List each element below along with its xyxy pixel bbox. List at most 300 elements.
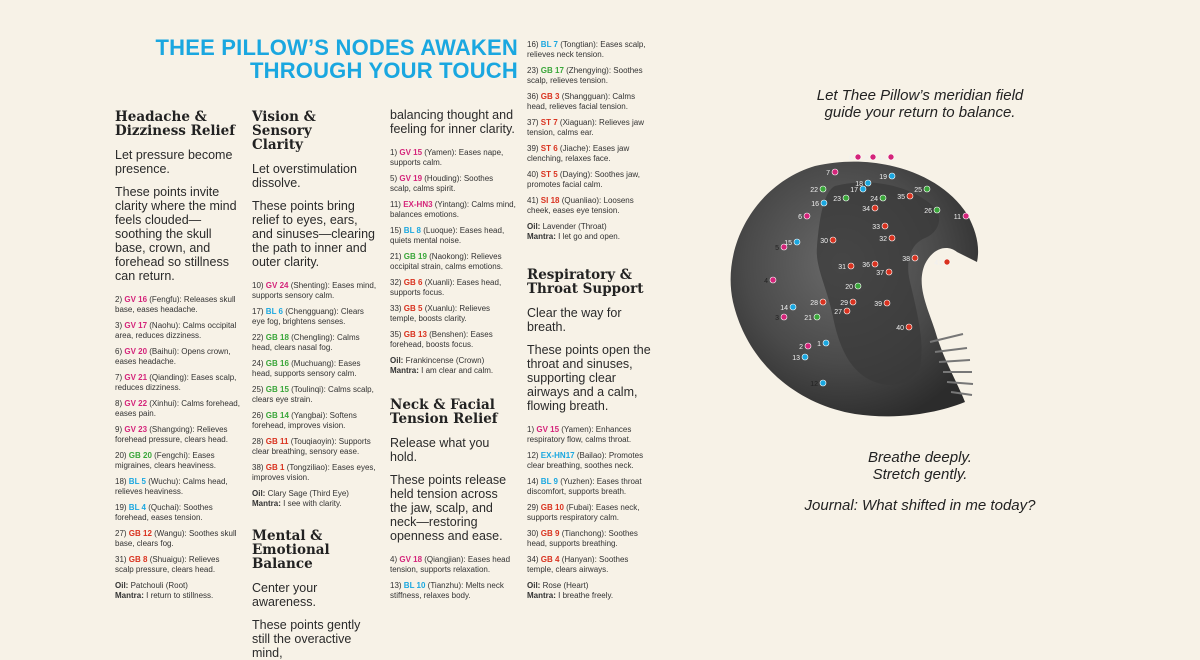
mantra-line <box>527 232 655 242</box>
point-number: 20) <box>115 451 129 460</box>
point-number: 30) <box>527 529 541 538</box>
point-code: GB 9 <box>540 529 560 538</box>
point-description: (Baihui): Opens crown, eases headache. <box>115 347 231 366</box>
point-list <box>527 40 655 216</box>
acupoint-marker <box>870 154 876 160</box>
point-code: GB 16 <box>265 359 289 368</box>
point-number: 16) <box>527 40 541 49</box>
point-code: GB 17 <box>540 66 564 75</box>
point-item <box>527 92 655 112</box>
acupoint-label: 29 <box>840 300 848 307</box>
point-item <box>390 252 516 272</box>
point-number: 2) <box>115 295 125 304</box>
acupoint-marker <box>865 180 871 186</box>
oil-line <box>527 222 655 232</box>
acupoint-label: 2 <box>799 344 803 351</box>
section-heading <box>115 110 240 138</box>
point-code: EX-HN3 <box>403 200 433 209</box>
point-number: 29) <box>527 503 541 512</box>
acupoint-label: 22 <box>810 187 818 194</box>
point-code: GB 6 <box>403 278 423 287</box>
journal-prompt: Journal: What shifted in me today? <box>804 497 1036 514</box>
heading-line: Mental & <box>252 528 323 544</box>
mantra-label: Mantra: <box>527 232 556 241</box>
point-code: ST 5 <box>540 170 558 179</box>
point-item <box>115 295 240 315</box>
point-number: 36) <box>527 92 541 101</box>
heading-line: Neck & Facial <box>390 397 495 413</box>
acupoint-label: 28 <box>810 300 818 307</box>
point-number: 3) <box>115 321 125 330</box>
point-code: BL 6 <box>265 307 283 316</box>
point-code: GB 19 <box>403 252 427 261</box>
acupoint-marker <box>888 154 894 160</box>
point-list <box>115 295 240 575</box>
acupoint-label: 19 <box>879 174 887 181</box>
point-item <box>527 144 655 164</box>
point-code: BL 9 <box>540 477 558 486</box>
acupoint-marker <box>872 261 878 267</box>
point-number: 25) <box>252 385 266 394</box>
point-code: GV 22 <box>124 399 148 408</box>
point-number: 4) <box>390 555 400 564</box>
point-description: (Zhengying): Soothes scalp, relieves tension. <box>527 66 643 85</box>
acupoint-marker <box>804 213 810 219</box>
oil-line <box>390 356 516 366</box>
point-description: (Houding): Soothes scalp, calms spirit. <box>390 174 494 193</box>
acupoint-label: 27 <box>834 309 842 316</box>
point-list <box>390 148 516 350</box>
acupoint-label: 1 <box>817 341 821 348</box>
acupoint-label: 9 <box>864 155 868 162</box>
point-item <box>527 555 655 575</box>
point-number: 32) <box>390 278 404 287</box>
acupoint-label: 36 <box>862 262 870 269</box>
point-description: (Tianchong): Soothes head, supports breathing. <box>527 529 638 548</box>
point-item <box>527 425 655 445</box>
column-2 <box>252 110 378 660</box>
point-description: (Shangguan): Calms head, relieves facial tension. <box>527 92 636 111</box>
point-number: 34) <box>527 555 541 564</box>
intro-text <box>720 87 1120 121</box>
point-description: (Touqiaoyin): Supports clear breathing, sensory ease. <box>252 437 371 456</box>
point-code: GB 13 <box>403 330 427 339</box>
section-heading <box>252 110 378 152</box>
point-item <box>252 411 378 431</box>
title-line-1: THEE PILLOW’S NODES AWAKEN <box>155 35 518 60</box>
point-description: (Shuaigu): Relieves scalp pressure, clears head. <box>115 555 220 574</box>
point-code: GB 5 <box>403 304 423 313</box>
point-number: 28) <box>252 437 266 446</box>
mantra-value: I breathe freely. <box>558 591 614 600</box>
point-description: (Quchai): Soothes forehead, eases tension. <box>115 503 213 522</box>
point-item <box>390 278 516 298</box>
point-code: BL 4 <box>128 503 146 512</box>
point-number: 31) <box>115 555 129 564</box>
point-description: (Xiaguan): Relieves jaw tension, calms ear. <box>527 118 644 137</box>
point-item <box>390 581 516 601</box>
point-number: 17) <box>252 307 266 316</box>
acupoint-label: 7 <box>826 170 830 177</box>
point-item <box>527 196 655 216</box>
point-item <box>115 451 240 471</box>
point-number: 14) <box>527 477 541 486</box>
breathe-line: Breathe deeply. <box>868 449 972 466</box>
point-description: (Fengchi): Eases migraines, clears heaviness. <box>115 451 216 470</box>
point-item <box>527 118 655 138</box>
point-item <box>527 477 655 497</box>
section-vision <box>252 110 378 509</box>
point-description: (Fubai): Eases neck, supports respiratory calm. <box>527 503 640 522</box>
section-body: These points release held tension across the jaw, scalp, and neck—restoring openness and ease. <box>390 473 507 543</box>
section-body-continued: balancing thought and feeling for inner clarity. <box>390 108 515 136</box>
oil-value: Frankincense (Crown) <box>405 356 485 365</box>
point-item <box>527 503 655 523</box>
mantra-label: Mantra: <box>527 591 556 600</box>
point-item <box>390 304 516 324</box>
point-number: 10) <box>252 281 266 290</box>
point-number: 26) <box>252 411 266 420</box>
point-item <box>115 555 240 575</box>
point-description: (Fengfu): Releases skull base, eases headache. <box>115 295 236 314</box>
point-description: (Tongtian): Eases scalp, relieves neck tension. <box>527 40 646 59</box>
point-description: (Hanyan): Soothes temple, clears airways. <box>527 555 629 574</box>
acupoint-marker <box>882 223 888 229</box>
point-number: 8) <box>115 399 125 408</box>
point-description: (Xuanlu): Relieves temple, boosts clarity. <box>390 304 491 323</box>
point-item <box>390 148 516 168</box>
acupoint-marker <box>912 255 918 261</box>
point-description: (Chengling): Calms head, clears nasal fog. <box>252 333 360 352</box>
point-description: (Wuchu): Calms head, relieves heaviness. <box>115 477 228 496</box>
acupoint-marker <box>906 324 912 330</box>
point-number: 5) <box>390 174 400 183</box>
point-item <box>252 463 378 483</box>
point-item <box>390 200 516 220</box>
acupoint-label: 34 <box>862 206 870 213</box>
acupoint-marker <box>850 299 856 305</box>
mantra-label: Mantra: <box>115 591 144 600</box>
acupoint-marker <box>823 340 829 346</box>
mantra-value: I let go and open. <box>558 232 620 241</box>
point-item <box>390 174 516 194</box>
page-title <box>118 36 518 82</box>
acupoint-marker <box>844 308 850 314</box>
acupoint-label: 15 <box>784 240 792 247</box>
section-body: These points open the throat and sinuses, supporting clear airways and a calm, flowing breath. <box>527 343 651 413</box>
section-lead: Let pressure become presence. <box>115 148 233 176</box>
point-code: GB 18 <box>265 333 289 342</box>
point-number: 22) <box>252 333 266 342</box>
acupoint-label: 20 <box>845 284 853 291</box>
heading-line: Tension Relief <box>390 411 498 427</box>
point-code: BL 10 <box>403 581 426 590</box>
acupoint-marker <box>832 169 838 175</box>
acupoint-marker <box>820 380 826 386</box>
point-number: 7) <box>115 373 125 382</box>
acupoint-marker <box>884 300 890 306</box>
section-respiratory <box>527 268 655 601</box>
point-code: GV 19 <box>399 174 423 183</box>
intro-line: Let Thee Pillow’s meridian field <box>816 87 1024 104</box>
point-description: (Wangu): Soothes skull base, clears fog. <box>115 529 237 548</box>
point-description: (Yamen): Enhances respiratory flow, calms throat. <box>527 425 632 444</box>
point-number: 39) <box>527 144 541 153</box>
oil-label: Oil: <box>115 581 129 590</box>
acupoint-marker <box>963 213 969 219</box>
section-body: These points bring relief to eyes, ears, and sinuses—clearing the path to inner and outer clarity. <box>252 199 375 269</box>
point-code: GB 14 <box>265 411 289 420</box>
point-description: (Muchuang): Eases head, supports sensory calm. <box>252 359 361 378</box>
acupoint-marker <box>880 195 886 201</box>
point-item <box>115 399 240 419</box>
pillow-diagram <box>725 152 980 420</box>
mantra-value: I am clear and calm. <box>421 366 494 375</box>
point-code: BL 8 <box>403 226 421 235</box>
point-number: 6) <box>115 347 125 356</box>
point-code: GB 12 <box>128 529 152 538</box>
point-code: GB 10 <box>540 503 564 512</box>
point-number: 15) <box>390 226 404 235</box>
point-item <box>527 170 655 190</box>
point-code: BL 5 <box>128 477 146 486</box>
acupoint-marker <box>855 283 861 289</box>
oil-label: Oil: <box>390 356 404 365</box>
point-item <box>252 281 378 301</box>
acupoint-marker <box>855 154 861 160</box>
acupoint-marker <box>790 304 796 310</box>
acupoint-marker <box>843 195 849 201</box>
acupoint-marker <box>886 269 892 275</box>
point-description: (Chengguang): Clears eye fog, brightens senses. <box>252 307 364 326</box>
point-description: (Benshen): Eases forehead, boosts focus. <box>390 330 493 349</box>
oil-value: Lavender (Throat) <box>542 222 607 231</box>
acupoint-marker <box>889 173 895 179</box>
oil-label: Oil: <box>527 222 541 231</box>
point-list <box>527 425 655 575</box>
acupoint-label: 13 <box>792 355 800 362</box>
heading-line: Headache & <box>115 109 207 125</box>
mantra-value: I return to stillness. <box>146 591 214 600</box>
point-description: (Yintang): Calms mind, balances emotions. <box>390 200 516 219</box>
point-number: 12) <box>527 451 541 460</box>
point-description: (Xuanli): Eases head, supports focus. <box>390 278 502 297</box>
oil-value: Rose (Heart) <box>542 581 589 590</box>
acupoint-marker <box>830 237 836 243</box>
acupoint-label: 14 <box>780 305 788 312</box>
acupoint-label: 17 <box>850 187 858 194</box>
point-description: (Tongziliao): Eases eyes, improves vision. <box>252 463 376 482</box>
column-4 <box>527 40 655 601</box>
point-description: (Qiangjian): Eases head tension, supports relaxation. <box>390 555 511 574</box>
acupoint-marker <box>794 239 800 245</box>
oil-label: Oil: <box>252 489 266 498</box>
point-code: GV 21 <box>124 373 148 382</box>
point-description: (Tianzhu): Melts neck stiffness, relaxes body. <box>390 581 504 600</box>
point-item <box>527 66 655 86</box>
point-code: GB 8 <box>128 555 148 564</box>
point-code: GB 3 <box>540 92 560 101</box>
acupoint-marker <box>820 299 826 305</box>
point-description: (Yamen): Eases nape, supports calm. <box>390 148 504 167</box>
section-lead: Let overstimulation dissolve. <box>252 162 357 190</box>
point-number: 40) <box>527 170 541 179</box>
point-description: (Qianding): Eases scalp, reduces dizziness. <box>115 373 237 392</box>
point-item <box>252 333 378 353</box>
point-number: 1) <box>527 425 537 434</box>
point-item <box>115 529 240 549</box>
acupoint-label: 25 <box>914 187 922 194</box>
acupoint-label: 32 <box>879 236 887 243</box>
column-3 <box>390 108 516 607</box>
point-description: (Shangxing): Relieves forehead pressure, clears head. <box>115 425 228 444</box>
point-item <box>390 555 516 575</box>
acupoint-marker <box>821 200 827 206</box>
point-number: 9) <box>115 425 125 434</box>
point-list <box>390 555 516 601</box>
heading-line: Respiratory & <box>527 267 632 283</box>
point-item <box>115 425 240 445</box>
point-code: EX-HN17 <box>540 451 575 460</box>
point-code: GV 15 <box>399 148 423 157</box>
point-item <box>390 330 516 350</box>
section-heading <box>527 268 655 296</box>
acupoint-label: 21 <box>804 315 812 322</box>
point-description: (Jiache): Eases jaw clenching, relaxes face. <box>527 144 630 163</box>
acupoint-label: 35 <box>897 194 905 201</box>
acupoint-marker <box>907 193 913 199</box>
point-number: 41) <box>527 196 541 205</box>
acupoint-marker <box>848 263 854 269</box>
acupoint-label: 8 <box>849 155 853 162</box>
point-number: 1) <box>390 148 400 157</box>
section-lead: Release what you hold. <box>390 436 490 464</box>
acupoint-marker <box>805 343 811 349</box>
heading-line: Clarity <box>252 137 303 153</box>
acupoint-label: 24 <box>870 196 878 203</box>
section-lead: Clear the way for breath. <box>527 306 622 334</box>
acupoint-label: 16 <box>811 201 819 208</box>
mantra-label: Mantra: <box>252 499 281 508</box>
acupoint-label: 6 <box>798 214 802 221</box>
oil-value: Clary Sage (Third Eye) <box>267 489 349 498</box>
acupoint-label: 3 <box>775 315 779 322</box>
point-number: 19) <box>115 503 129 512</box>
point-code: GB 4 <box>540 555 560 564</box>
point-number: 37) <box>527 118 541 127</box>
section-headache <box>115 110 240 601</box>
point-number: 21) <box>390 252 404 261</box>
section-heading <box>252 529 378 571</box>
section-body-start: These points gently still the overactive mind, <box>252 618 361 660</box>
acupoint-label: 5 <box>775 245 779 252</box>
point-item <box>115 347 240 367</box>
acupoint-marker <box>814 314 820 320</box>
point-item <box>115 321 240 341</box>
point-item <box>527 529 655 549</box>
section-neck <box>390 398 516 601</box>
acupoint-label: 37 <box>876 270 884 277</box>
oil-value: Patchouli (Root) <box>130 581 188 590</box>
section-heading <box>390 398 516 426</box>
section-mental <box>252 529 378 660</box>
point-code: GB 1 <box>265 463 285 472</box>
section-lead: Center your awareness. <box>252 581 318 609</box>
point-description: (Quanliao): Loosens cheek, eases eye tension. <box>527 196 634 215</box>
point-number: 11) <box>390 200 404 209</box>
acupoint-marker <box>781 314 787 320</box>
point-item <box>252 385 378 405</box>
point-description: (Naokong): Relieves occipital strain, calms emotions. <box>390 252 503 271</box>
acupoint-label: 4 <box>764 278 768 285</box>
point-code: SI 18 <box>540 196 560 205</box>
oil-line <box>115 581 240 591</box>
point-description: (Xinhui): Calms forehead, eases pain. <box>115 399 240 418</box>
title-line-2: THROUGH YOUR TOUCH <box>249 58 518 83</box>
acupoint-label: 10 <box>878 155 886 162</box>
acupoint-marker <box>820 186 826 192</box>
acupoint-label: 39 <box>874 301 882 308</box>
point-code: GB 20 <box>128 451 152 460</box>
intro-line: guide your return to balance. <box>824 104 1016 121</box>
heading-line: Dizziness Relief <box>115 123 236 139</box>
acupoint-label: 41 <box>934 260 942 267</box>
point-description: (Toulinqi): Calms scalp, clears eye strain. <box>252 385 374 404</box>
point-number: 35) <box>390 330 404 339</box>
acupoint-marker <box>802 354 808 360</box>
acupoint-label: 33 <box>872 224 880 231</box>
point-code: GB 11 <box>265 437 289 446</box>
mantra-line <box>390 366 516 376</box>
heading-line: Throat Support <box>527 281 644 297</box>
acupoint-label: 31 <box>838 264 846 271</box>
point-item <box>115 477 240 497</box>
point-number: 24) <box>252 359 266 368</box>
acupoint-label: 26 <box>924 208 932 215</box>
point-description: (Daying): Soothes jaw, promotes facial calm. <box>527 170 640 189</box>
point-list <box>252 281 378 483</box>
point-description: (Yangbai): Softens forehead, improves vision. <box>252 411 357 430</box>
acupoint-marker <box>889 235 895 241</box>
oil-label: Oil: <box>527 581 541 590</box>
point-number: 27) <box>115 529 129 538</box>
acupoint-marker <box>924 186 930 192</box>
oil-line <box>527 581 655 591</box>
point-description: (Luoque): Eases head, quiets mental noise. <box>390 226 505 245</box>
breathe-text <box>720 449 1120 483</box>
acupoint-label: 40 <box>896 325 904 332</box>
heading-line: Vision & Sensory <box>252 109 316 139</box>
point-number: 33) <box>390 304 404 313</box>
point-description: (Yuzhen): Eases throat discomfort, supports breath. <box>527 477 642 496</box>
point-code: ST 7 <box>540 118 558 127</box>
acupoint-label: 23 <box>833 196 841 203</box>
acupoint-marker <box>934 207 940 213</box>
acupoint-label: 12 <box>810 381 818 388</box>
breathe-line: Stretch gently. <box>872 466 968 483</box>
point-description: (Bailao): Promotes clear breathing, soothes neck. <box>527 451 644 470</box>
acupoint-label: 38 <box>902 256 910 263</box>
heading-line: Emotional Balance <box>252 542 330 572</box>
point-item <box>252 359 378 379</box>
acupoint-marker <box>944 259 950 265</box>
mantra-value: I see with clarity. <box>283 499 342 508</box>
point-code: GV 15 <box>536 425 560 434</box>
point-code: GV 20 <box>124 347 148 356</box>
point-code: GV 23 <box>124 425 148 434</box>
point-item <box>115 373 240 393</box>
point-item <box>252 437 378 457</box>
